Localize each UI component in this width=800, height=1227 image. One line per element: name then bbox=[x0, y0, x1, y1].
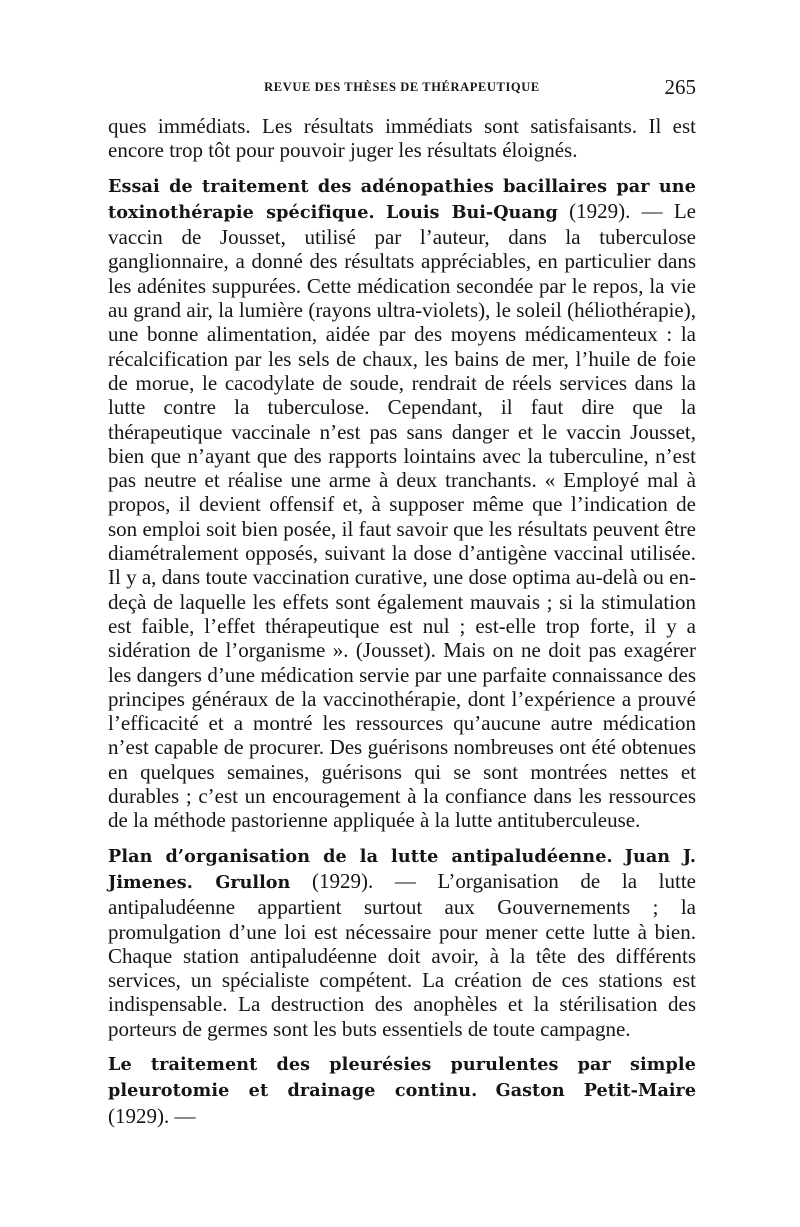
page-number: 265 bbox=[664, 75, 696, 99]
entry-title: Plan d’organisation de la lutte antipaludéenne. bbox=[108, 845, 613, 867]
entry-year: (1929). — bbox=[290, 868, 438, 893]
entry-author: Gaston Petit-Maire bbox=[495, 1080, 697, 1102]
thesis-entry bbox=[108, 173, 696, 833]
entry-body: L’organisation de la lutte antipaludéenne appartient surtout aux Gouvernements ; la promulgation d’une loi est nécessaire pour mener cette lutte à bien. Chaque station antipaludéenne doit avoir, à la tête des différents services, un spécialiste compétent. La création de ces stations est indispensable. La destruction des anophèles et la stérilisation des porteurs de germes sont les buts essentiels de toute campagne. bbox=[108, 868, 696, 1041]
entry-title: Le traitement des pleurésies purulentes par simple pleurotomie et drainage continu. bbox=[108, 1053, 696, 1102]
article-body bbox=[108, 114, 696, 1128]
entry-body: Le vaccin de Jousset, utilisé par l’auteur, dans la tuberculose ganglionnaire, a donné des résultats appréciables, en particulier dans les adénites suppurées. Cette médication secondée par le repos, la vie au grand air, la lumière (rayons ultra-violets), le soleil (héliothérapie), une bonne alimentation, aidée par des moyens médicamenteux : la récalcification par les sels de chaux, les bains de mer, l’huile de foie de morue, le cacodylate de soude, rendrait de réels services dans la lutte contre la tuberculose. Cependant, il faut dire que la thérapeutique vaccinale n’est pas sans danger et le vaccin Jousset, bien que n’ayant que des rapports lointains avec la tuberculine, n’est pas neutre et réalise une arme à deux tranchants. « Employé mal à propos, il devient offensif et, à supposer même que l’indication de son emploi soit bien posée, il faut savoir que les résultats peuvent être diamétralement opposés, suivant la dose d’antigène vaccinal utilisée. Il y a, dans toute vaccination curative, une dose optima au-delà ou en-deçà de laquelle les effets sont également mauvais ; si la stimulation est faible, l’effet thérapeutique est nul ; est-elle trop forte, il y a sidération de l’organisme ». (Jousset). Mais on ne doit pas exagérer les dangers d’une médication servie par une parfaite connaissance des principes généraux de la vaccinothérapie, dont l’expérience a prouvé l’efficacité et a montré les ressources qu’aucune autre médication n’est capable de procurer. Des guérisons nombreuses ont été obtenues en quelques semaines, guérisons qui se sont montrées nettes et durables ; c’est un encouragement à la confiance dans les ressources de la méthode pastorienne appliquée à la lutte antituberculeuse. bbox=[108, 198, 696, 833]
thesis-entry bbox=[108, 843, 696, 1041]
running-header bbox=[108, 76, 696, 100]
entry-author: Louis Bui-Quang bbox=[385, 201, 558, 223]
paragraph-text: ques immédiats. Les résultats immédiats sont satisfaisants. Il est encore trop tôt pour pouvoir juger les résultats éloignés. bbox=[108, 114, 696, 163]
running-title: REVUE DES THÈSES DE THÉRAPEUTIQUE bbox=[264, 80, 540, 94]
thesis-entry bbox=[108, 1051, 696, 1128]
continued-paragraph bbox=[108, 114, 696, 163]
entry-title: Essai de traitement des adénopathies bacillaires par une toxinothérapie spécifique. bbox=[108, 175, 696, 223]
entry-year: (1929). — bbox=[557, 198, 674, 223]
entry-author: Juan J. Jimenes. Grullon bbox=[108, 845, 697, 893]
entry-year: (1929). — bbox=[108, 1103, 196, 1128]
